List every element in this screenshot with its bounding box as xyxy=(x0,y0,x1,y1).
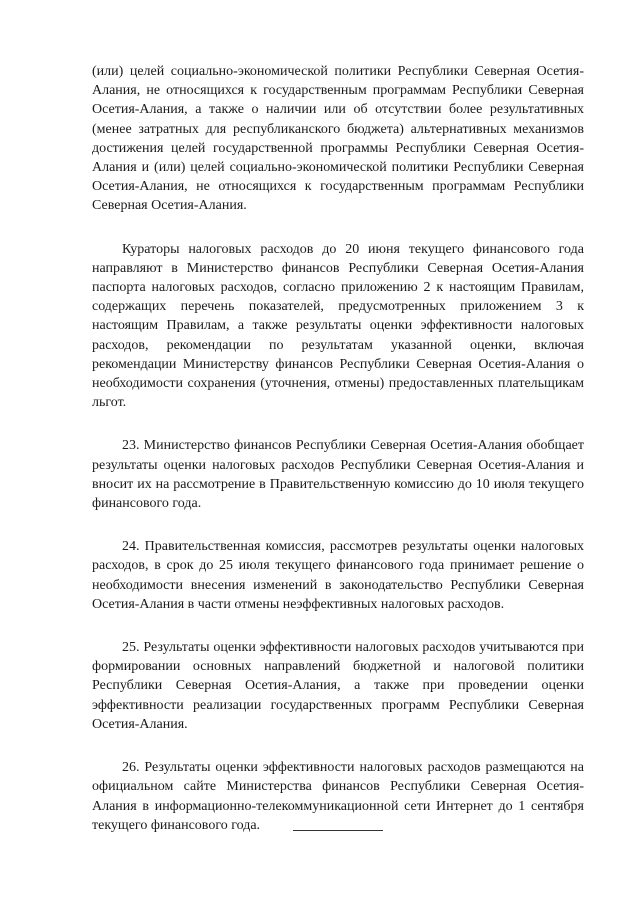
document-body xyxy=(92,62,584,859)
paragraph-item-23: 23. Министерство финансов Республики Северная Осетия-Алания обобщает результаты оценки налоговых расходов Республики Северная Осетия-Алания и вносит их на рассмотрение в Правительственную комиссию до 10 июля текущего финансового года. xyxy=(92,438,584,512)
paragraph-item-26: 26. Результаты оценки эффективности налоговых расходов размещаются на официальном сайте Министерства финансов Республики Северная Осетия-Алания в информационно-телекоммуникационной сети Интернет до 1 сентября текущего финансового года. xyxy=(92,760,584,833)
paragraph-continuation: (или) целей социально-экономической политики Республики Северная Осетия-Алания, не относящихся к государственным программам Республики Северная Осетия-Алания, а также о наличии или об отсутствии более результативных (менее затратных для республиканского бюджета) альтернативных механизмов достижения целей государственной программы Республики Северная Осетия-Алания и (или) целей социально-экономической политики Республики Северная Осетия-Алания, не относящихся к государственным программам Республики Северная Осетия-Алания. xyxy=(92,64,584,214)
paragraph-item-24: 24. Правительственная комиссия, рассмотрев результаты оценки налоговых расходов, в срок до 25 июля текущего финансового года принимает решение о необходимости внесения изменений в законодательство Республики Северная Осетия-Алания в части отмены неэффективных налоговых расходов. xyxy=(92,539,584,612)
end-divider-line xyxy=(293,830,383,831)
paragraph-item-25: 25. Результаты оценки эффективности налоговых расходов учитываются при формировании основных направлений бюджетной и налоговой политики Республики Северная Осетия-Алания, а также при проведении оценки эффективности реализации государственных программ Республики Северная Осетия-Алания. xyxy=(92,640,584,732)
paragraph-curators: Кураторы налоговых расходов до 20 июня текущего финансового года направляют в Министерство финансов Республики Северная Осетия-Алания паспорта налоговых расходов, согласно приложению 2 к настоящим Правилам, содержащих перечень показателей, предусмотренных приложением 3 к настоящим Правилам, а также результаты оценки эффективности налоговых расходов, рекомендации по результатам указанной оценки, включая рекомендации Министерству финансов Республики Северная Осетия-Алания о необходимости сохранения (уточнения, отмены) предоставленных плательщикам льгот. xyxy=(92,241,584,411)
